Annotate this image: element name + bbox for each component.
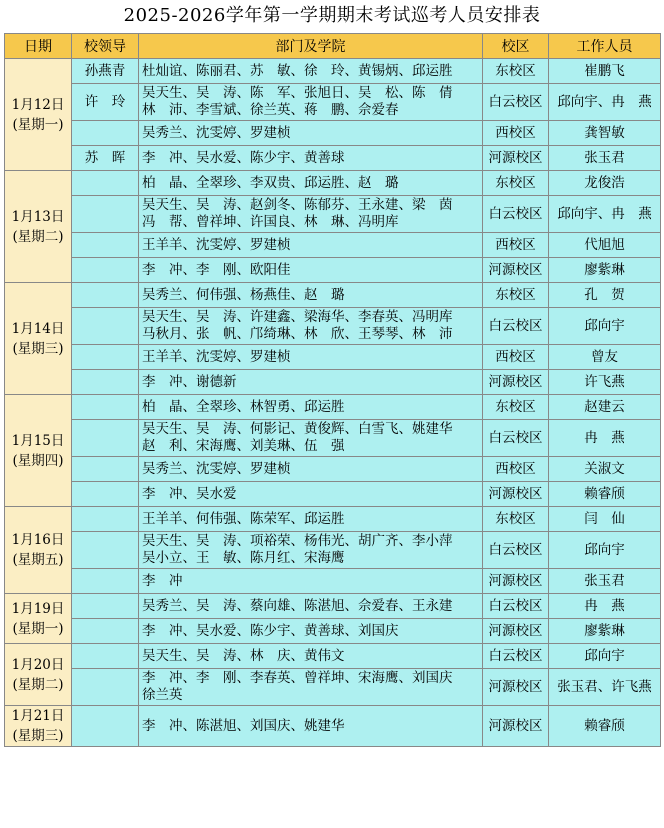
table-row (5, 395, 661, 420)
leader-cell (72, 345, 139, 370)
weekday-label: (星期一) (12, 620, 64, 637)
leader-cell (72, 258, 139, 283)
dept-cell (139, 532, 483, 569)
date-label: 1月14日 (11, 320, 65, 337)
dept-line: 李 冲、陈湛旭、刘国庆、姚建华 (142, 717, 345, 734)
dept-line: 赵 利、宋海鹰、刘美琳、伍 强 (142, 438, 345, 454)
dept-line: 吴秀兰、沈雯婷、罗建桢 (142, 460, 291, 477)
leader-cell (72, 457, 139, 482)
campus-cell: 东校区 (483, 507, 549, 532)
dept-line: 李 冲、吴水爱 (142, 485, 237, 502)
dept-line: 吴秀兰、何伟强、杨燕佳、赵 璐 (142, 286, 345, 303)
table-row (5, 532, 661, 569)
leader-cell (72, 644, 139, 669)
campus-cell: 东校区 (483, 283, 549, 308)
dept-line: 李 冲 (142, 572, 183, 589)
dept-cell (139, 171, 483, 196)
date-cell (5, 59, 72, 171)
date-cell (5, 171, 72, 283)
dept-cell (139, 283, 483, 308)
dept-cell (139, 308, 483, 345)
dept-line: 徐兰英 (142, 687, 183, 703)
staff-cell: 张玉君、许飞燕 (549, 669, 661, 706)
dept-line: 吴天生、吴 涛、陈 军、张旭日、吴 松、陈 倩 (142, 85, 453, 101)
table-row (5, 345, 661, 370)
header-staff: 工作人员 (549, 34, 661, 59)
campus-cell: 西校区 (483, 233, 549, 258)
dept-cell (139, 594, 483, 619)
dept-cell (139, 706, 483, 747)
staff-cell: 冉 燕 (549, 420, 661, 457)
date-label: 1月21日 (11, 708, 65, 724)
table-row (5, 196, 661, 233)
leader-cell (72, 594, 139, 619)
dept-line: 马秋月、张 帆、邝绮琳、林 欣、王琴琴、林 沛 (142, 326, 453, 342)
table-row (5, 569, 661, 594)
leader-cell (72, 171, 139, 196)
table-row (5, 308, 661, 345)
leader-cell (72, 569, 139, 594)
leader-cell (72, 196, 139, 233)
campus-cell: 河源校区 (483, 146, 549, 171)
campus-cell: 河源校区 (483, 619, 549, 644)
date-label: 1月16日 (11, 532, 65, 548)
table-row (5, 171, 661, 196)
leader-cell (72, 669, 139, 706)
dept-cell (139, 457, 483, 482)
staff-cell: 崔鹏飞 (549, 59, 661, 84)
leader-cell (72, 233, 139, 258)
table-row (5, 84, 661, 121)
dept-line: 林 沛、李雪斌、徐兰英、蒋 鹏、佘爱春 (142, 102, 399, 118)
dept-line: 王羊羊、沈雯婷、罗建桢 (142, 236, 291, 253)
weekday-label: (星期一) (12, 116, 64, 133)
leader-cell (72, 283, 139, 308)
header-campus: 校区 (483, 34, 549, 59)
staff-cell: 邱向宇、冉 燕 (549, 84, 661, 121)
campus-cell: 东校区 (483, 395, 549, 420)
dept-line: 吴天生、吴 涛、项裕荣、杨伟光、胡广齐、李小萍 (142, 533, 453, 549)
staff-cell: 赖睿颀 (549, 482, 661, 507)
leader-cell: 苏 晖 (72, 146, 139, 171)
weekday-label: (星期二) (12, 228, 64, 245)
dept-line: 李 冲、李 刚、李春英、曾祥坤、宋海鹰、刘国庆 (142, 670, 453, 686)
table-row (5, 594, 661, 619)
weekday-label: (星期二) (12, 676, 64, 693)
staff-cell: 邱向宇 (549, 532, 661, 569)
dept-line: 柏 晶、全翠珍、李双贵、邱运胜、赵 璐 (142, 174, 399, 191)
staff-cell: 曾友 (549, 345, 661, 370)
staff-cell: 闫 仙 (549, 507, 661, 532)
dept-cell (139, 146, 483, 171)
leader-cell (72, 420, 139, 457)
campus-cell: 西校区 (483, 345, 549, 370)
campus-cell: 白云校区 (483, 420, 549, 457)
schedule-body (5, 59, 661, 747)
dept-cell (139, 569, 483, 594)
date-label: 1月19日 (11, 600, 65, 617)
campus-cell: 河源校区 (483, 569, 549, 594)
staff-cell: 孔 贺 (549, 283, 661, 308)
staff-cell: 赵建云 (549, 395, 661, 420)
dept-line: 吴天生、吴 涛、许建鑫、梁海华、李春英、冯明库 (142, 309, 453, 325)
dept-line: 李 冲、吴水爱、陈少宇、黄善球、刘国庆 (142, 622, 399, 639)
leader-cell (72, 532, 139, 569)
weekday-label: (星期五) (12, 552, 64, 568)
dept-line: 王羊羊、沈雯婷、罗建桢 (142, 348, 291, 365)
leader-cell (72, 619, 139, 644)
header-leader: 校领导 (72, 34, 139, 59)
table-row (5, 258, 661, 283)
weekday-label: (星期四) (12, 452, 64, 469)
staff-cell: 代旭旭 (549, 233, 661, 258)
dept-line: 吴天生、吴 涛、赵剑冬、陈郁芬、王永建、梁 茵 (142, 197, 453, 213)
campus-cell: 河源校区 (483, 706, 549, 747)
staff-cell: 廖紫琳 (549, 619, 661, 644)
dept-line: 吴秀兰、沈雯婷、罗建桢 (142, 124, 291, 141)
campus-cell: 白云校区 (483, 594, 549, 619)
date-label: 1月12日 (11, 96, 65, 113)
campus-cell: 白云校区 (483, 644, 549, 669)
campus-cell: 白云校区 (483, 196, 549, 233)
dept-line: 杜灿谊、陈丽君、苏 敏、徐 玲、黄锡炳、邱运胜 (142, 62, 453, 79)
table-row (5, 121, 661, 146)
table-row (5, 370, 661, 395)
dept-cell (139, 258, 483, 283)
date-cell (5, 706, 72, 747)
date-cell (5, 283, 72, 395)
date-cell (5, 594, 72, 644)
table-row (5, 146, 661, 171)
schedule-table (4, 33, 661, 747)
campus-cell: 东校区 (483, 171, 549, 196)
dept-cell (139, 233, 483, 258)
leader-cell (72, 370, 139, 395)
table-row (5, 706, 661, 747)
campus-cell: 河源校区 (483, 482, 549, 507)
dept-line: 吴秀兰、吴 涛、蔡向雄、陈湛旭、佘爱春、王永建 (142, 597, 453, 614)
table-row (5, 482, 661, 507)
leader-cell: 许 玲 (72, 84, 139, 121)
dept-line: 吴天生、吴 涛、何影记、黄俊辉、白雪飞、姚建华 (142, 421, 453, 437)
dept-cell (139, 669, 483, 706)
campus-cell: 河源校区 (483, 370, 549, 395)
campus-cell: 白云校区 (483, 84, 549, 121)
header-row (5, 34, 661, 59)
dept-line: 吴小立、王 敏、陈月红、宋海鹰 (142, 550, 345, 566)
weekday-label: (星期三) (12, 728, 64, 744)
date-cell (5, 507, 72, 594)
date-label: 1月20日 (11, 656, 65, 673)
table-row (5, 619, 661, 644)
date-cell (5, 395, 72, 507)
dept-cell (139, 507, 483, 532)
campus-cell: 河源校区 (483, 669, 549, 706)
staff-cell: 许飞燕 (549, 370, 661, 395)
dept-line: 李 冲、李 刚、欧阳佳 (142, 261, 291, 278)
leader-cell (72, 706, 139, 747)
leader-cell (72, 395, 139, 420)
campus-cell: 白云校区 (483, 308, 549, 345)
table-row (5, 233, 661, 258)
table-row (5, 283, 661, 308)
dept-cell (139, 84, 483, 121)
table-row (5, 457, 661, 482)
leader-cell (72, 121, 139, 146)
staff-cell: 邱向宇、冉 燕 (549, 196, 661, 233)
date-label: 1月13日 (11, 208, 65, 225)
dept-cell (139, 644, 483, 669)
date-label: 1月15日 (11, 432, 65, 449)
staff-cell: 张玉君 (549, 146, 661, 171)
header-dept: 部门及学院 (139, 34, 483, 59)
staff-cell: 廖紫琳 (549, 258, 661, 283)
leader-cell (72, 482, 139, 507)
dept-line: 吴天生、吴 涛、林 庆、黄伟文 (142, 647, 345, 664)
staff-cell: 关淑文 (549, 457, 661, 482)
campus-cell: 白云校区 (483, 532, 549, 569)
dept-cell (139, 345, 483, 370)
table-row (5, 644, 661, 669)
dept-cell (139, 482, 483, 507)
dept-cell (139, 370, 483, 395)
staff-cell: 张玉君 (549, 569, 661, 594)
table-row (5, 669, 661, 706)
staff-cell: 龚智敏 (549, 121, 661, 146)
campus-cell: 河源校区 (483, 258, 549, 283)
leader-cell: 孙燕青 (72, 59, 139, 84)
campus-cell: 西校区 (483, 121, 549, 146)
table-row (5, 59, 661, 84)
dept-line: 王羊羊、何伟强、陈荣军、邱运胜 (142, 510, 345, 527)
table-row (5, 507, 661, 532)
dept-cell (139, 121, 483, 146)
dept-line: 冯 帮、曾祥坤、许国良、林 琳、冯明库 (142, 214, 399, 230)
dept-cell (139, 420, 483, 457)
campus-cell: 西校区 (483, 457, 549, 482)
dept-cell (139, 619, 483, 644)
page-title: 2025-2026学年第一学期期末考试巡考人员安排表 (123, 5, 541, 26)
weekday-label: (星期三) (12, 340, 64, 357)
staff-cell: 冉 燕 (549, 594, 661, 619)
dept-cell (139, 59, 483, 84)
staff-cell: 赖睿颀 (549, 706, 661, 747)
dept-line: 李 冲、谢德新 (142, 373, 237, 390)
campus-cell: 东校区 (483, 59, 549, 84)
dept-cell (139, 196, 483, 233)
staff-cell: 邱向宇 (549, 644, 661, 669)
staff-cell: 邱向宇 (549, 308, 661, 345)
dept-line: 柏 晶、全翠珍、林智勇、邱运胜 (142, 398, 345, 415)
date-cell (5, 644, 72, 706)
dept-line: 李 冲、吴水爱、陈少宇、黄善球 (142, 149, 345, 166)
leader-cell (72, 507, 139, 532)
header-date: 日期 (5, 34, 72, 59)
table-row (5, 420, 661, 457)
leader-cell (72, 308, 139, 345)
dept-cell (139, 395, 483, 420)
staff-cell: 龙俊浩 (549, 171, 661, 196)
